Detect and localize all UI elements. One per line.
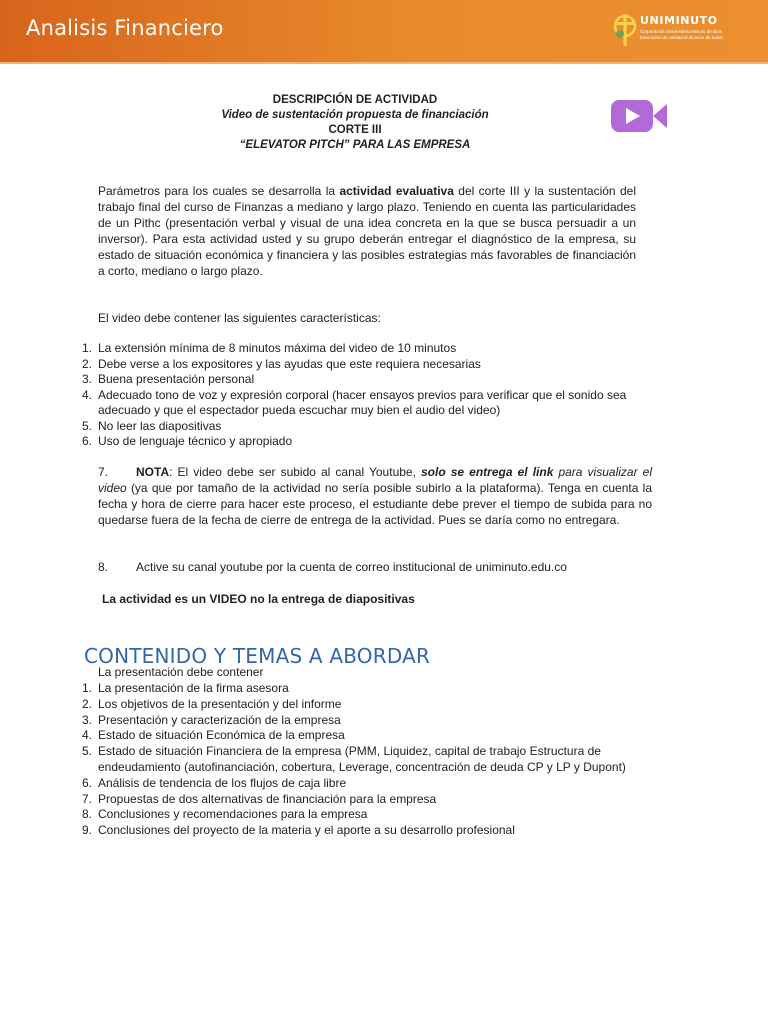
logo-tagline: Corporación Universitaria Minuto de Dios	[640, 29, 723, 34]
list-item	[82, 697, 672, 713]
note-number: 7.	[98, 465, 109, 479]
note-italic: para visualizar el video	[98, 465, 652, 495]
logo-tagline-2: Educación de calidad al alcance de todos	[640, 35, 723, 40]
activity-heading-block	[180, 93, 530, 153]
list-item-number: 3.	[82, 712, 93, 727]
list-item	[82, 681, 672, 697]
list-item-text: Debe verse a los expositores y las ayudas que este requiera necesarias	[98, 356, 481, 371]
list-item-number: 7.	[82, 791, 93, 806]
list-item-text: No leer las diapositivas	[98, 418, 222, 433]
intro-text-rest: del corte III y la sustentación del trabajo final del curso de Finanzas a mediano y largo plazo. Teniendo en cuenta las particularidades de un Pithc (presentación verbal y visual de una idea concreta en la que se busca persuadir a un inversor). Para esta actividad usted y su grupo deberán entregar el diagnóstico de la empresa, su estado de situación económica y financiera y las posibles estrategias más favorables de financiación a corto, mediano o largo plazo.	[98, 184, 637, 278]
list-item	[82, 776, 672, 792]
list-item	[82, 823, 672, 839]
list-item-text: Los objetivos de la presentación y del informe	[98, 696, 342, 711]
list-item-text: Conclusiones y recomendaciones para la empresa	[98, 807, 368, 822]
note-bold-italic: solo se entrega el link	[421, 465, 554, 479]
list-item-number: 5.	[82, 744, 93, 759]
content-lead: La presentación debe contener	[98, 665, 264, 679]
list-item-text: Conclusiones del proyecto de la materia y el aporte a su desarrollo profesional	[98, 823, 515, 838]
list-item-text: Propuestas de dos alternativas de financiación para la empresa	[98, 791, 437, 806]
list-item	[82, 434, 652, 450]
list-item-number: 2.	[82, 696, 93, 711]
note-label: NOTA	[136, 465, 170, 479]
list-item-text: La presentación de la firma asesora	[98, 681, 289, 695]
features-list	[82, 341, 652, 450]
activity-cut: CORTE III	[328, 124, 382, 136]
list-item-text: La extensión mínima de 8 minutos máxima del video de 10 minutos	[98, 341, 457, 355]
list-item-text: Análisis de tendencia de los flujos de caja libre	[98, 775, 347, 790]
logo-brand: UNIMINUTO	[640, 14, 718, 27]
list-item-number: 6.	[82, 434, 93, 448]
list-item	[82, 744, 672, 776]
course-title: Analisis Financiero	[26, 16, 224, 40]
list-item	[82, 372, 652, 388]
section-title: CONTENIDO Y TEMAS A ABORDAR	[84, 644, 431, 668]
emphasis-line: La actividad es un VIDEO no la entrega de diapositivas	[102, 592, 415, 606]
uniminuto-emblem-icon	[612, 12, 638, 48]
list-item-text: Adecuado tono de voz y expresión corporal (hacer ensayos previos para verificar que el sonido sea adecuado y que el espectador pueda escuchar muy bien el audio del video)	[98, 387, 627, 417]
list-item	[82, 419, 652, 435]
activity-heading: DESCRIPCIÓN DE ACTIVIDAD	[272, 94, 438, 106]
intro-bold: actividad evaluativa	[339, 184, 454, 198]
list-item-number: 3.	[82, 372, 93, 386]
list-item	[82, 341, 652, 357]
list-item-text: Presentación y caracterización de la empresa	[98, 712, 341, 727]
note-paragraph	[98, 464, 652, 528]
list-item-number: 4.	[82, 728, 93, 743]
header-bar	[0, 0, 768, 62]
content-list	[82, 681, 672, 839]
list-item	[82, 388, 652, 419]
list-item-text: Estado de situación Financiera de la empresa (PMM, Liquidez, capital de trabajo Estructura de endeudamiento (autofinanciación, cobertura, Leverage, concentración de deuda CP y LP y Dupont)	[98, 744, 626, 774]
list-item-number: 4.	[82, 387, 93, 402]
list-item-number: 5.	[82, 418, 93, 433]
note-text: : El video debe ser subido al canal Youtube,	[169, 465, 421, 479]
list-item-number: 9.	[82, 823, 93, 838]
video-camera-icon	[610, 92, 668, 138]
list-item-number: 1.	[82, 341, 93, 355]
list-item-number: 1.	[82, 681, 93, 695]
intro-text: Parámetros para los cuales se desarrolla la	[98, 184, 340, 198]
item-8	[98, 559, 567, 575]
list-item	[82, 807, 672, 823]
intro-paragraph	[98, 183, 636, 279]
features-lead: El video debe contener las siguientes características:	[98, 311, 381, 325]
list-item-number: 8.	[82, 807, 93, 822]
item-8-number: 8.	[98, 560, 109, 574]
list-item	[82, 713, 672, 729]
list-item-number: 2.	[82, 356, 93, 371]
activity-subtitle: Video de sustentación propuesta de financiación	[221, 109, 489, 121]
item-8-text: Active su canal youtube por la cuenta de correo institucional de uniminuto.edu.co	[136, 560, 567, 574]
list-item	[82, 728, 672, 744]
list-item-text: Uso de lenguaje técnico y apropiado	[98, 434, 293, 448]
activity-pitch: “ELEVATOR PITCH” PARA LAS EMPRESA	[239, 139, 471, 151]
uniminuto-logo	[612, 12, 738, 48]
header-divider	[0, 62, 768, 64]
list-item-text: Buena presentación personal	[98, 372, 255, 386]
note-text-rest: (ya que por tamaño de la actividad no sería posible subirlo a la plataforma). Tenga en cuenta la fecha y hora de cierre para hacer este proceso, el estudiante debe prever el tiempo de subida para no quedarse fuera de la fecha de cierre de entrega de la actividad. Pues se daría como no entregara.	[98, 481, 652, 527]
list-item	[82, 357, 652, 373]
list-item	[82, 792, 672, 808]
list-item-number: 6.	[82, 775, 93, 790]
list-item-text: Estado de situación Económica de la empresa	[98, 728, 345, 743]
